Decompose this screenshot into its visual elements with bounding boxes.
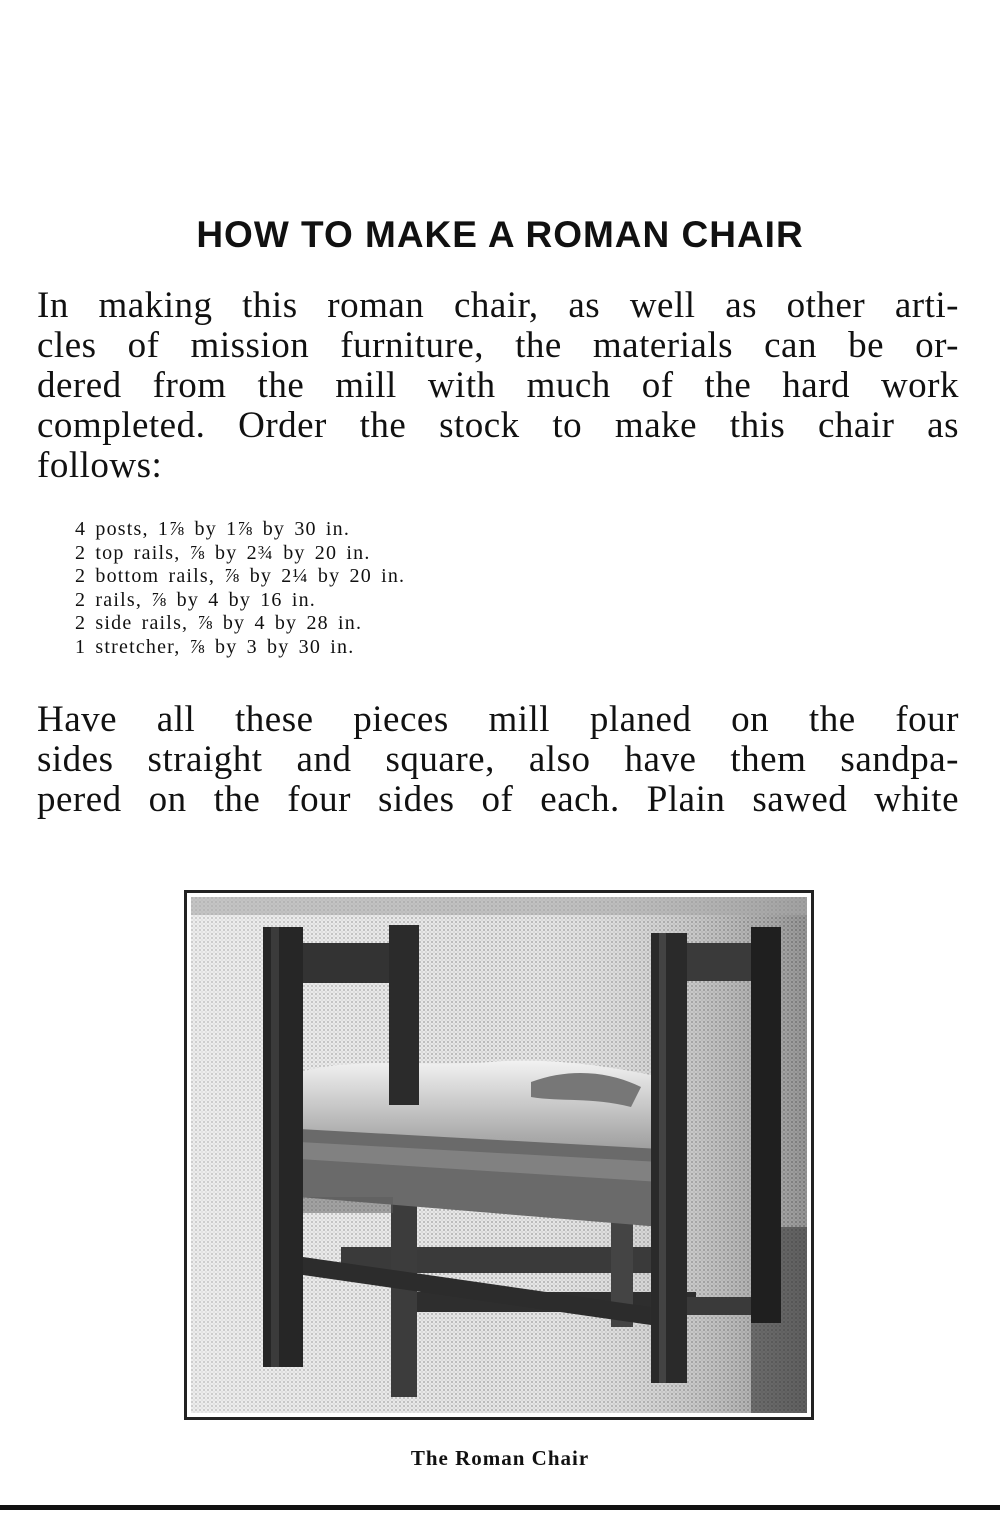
intro-line: completed. Order the stock to make this chair as [37,405,959,446]
continuation-paragraph [37,700,959,820]
page-title: HOW TO MAKE A ROMAN CHAIR [196,214,804,255]
figure-caption: The Roman Chair [410,1446,590,1470]
materials-item: 2 bottom rails, ⅞ by 2¼ by 20 in. [75,565,406,587]
chair-figure [184,890,814,1420]
materials-item: 4 posts, 1⅞ by 1⅞ by 30 in. [75,518,351,540]
continuation-line: sides straight and square, also have them sandpa- [37,739,959,780]
intro-line: In making this roman chair, as well as other arti- [37,285,959,326]
intro-line: dered from the mill with much of the hard work [37,365,959,406]
materials-list [75,518,405,659]
intro-line: follows: [37,445,163,486]
materials-item: 2 top rails, ⅞ by 2¾ by 20 in. [75,541,371,564]
intro-line: cles of mission furniture, the materials can be or- [37,325,959,366]
materials-item: 1 stretcher, ⅞ by 3 by 30 in. [75,635,355,658]
materials-item: 2 side rails, ⅞ by 4 by 28 in. [75,612,363,634]
bottom-rule [0,1505,1000,1510]
roman-chair-photo-icon [191,897,807,1413]
continuation-line: Have all these pieces mill planed on the four [37,699,959,740]
continuation-line: pered on the four sides of each. Plain sawed white [37,779,959,820]
intro-paragraph [37,286,959,486]
materials-item: 2 rails, ⅞ by 4 by 16 in. [75,588,316,611]
